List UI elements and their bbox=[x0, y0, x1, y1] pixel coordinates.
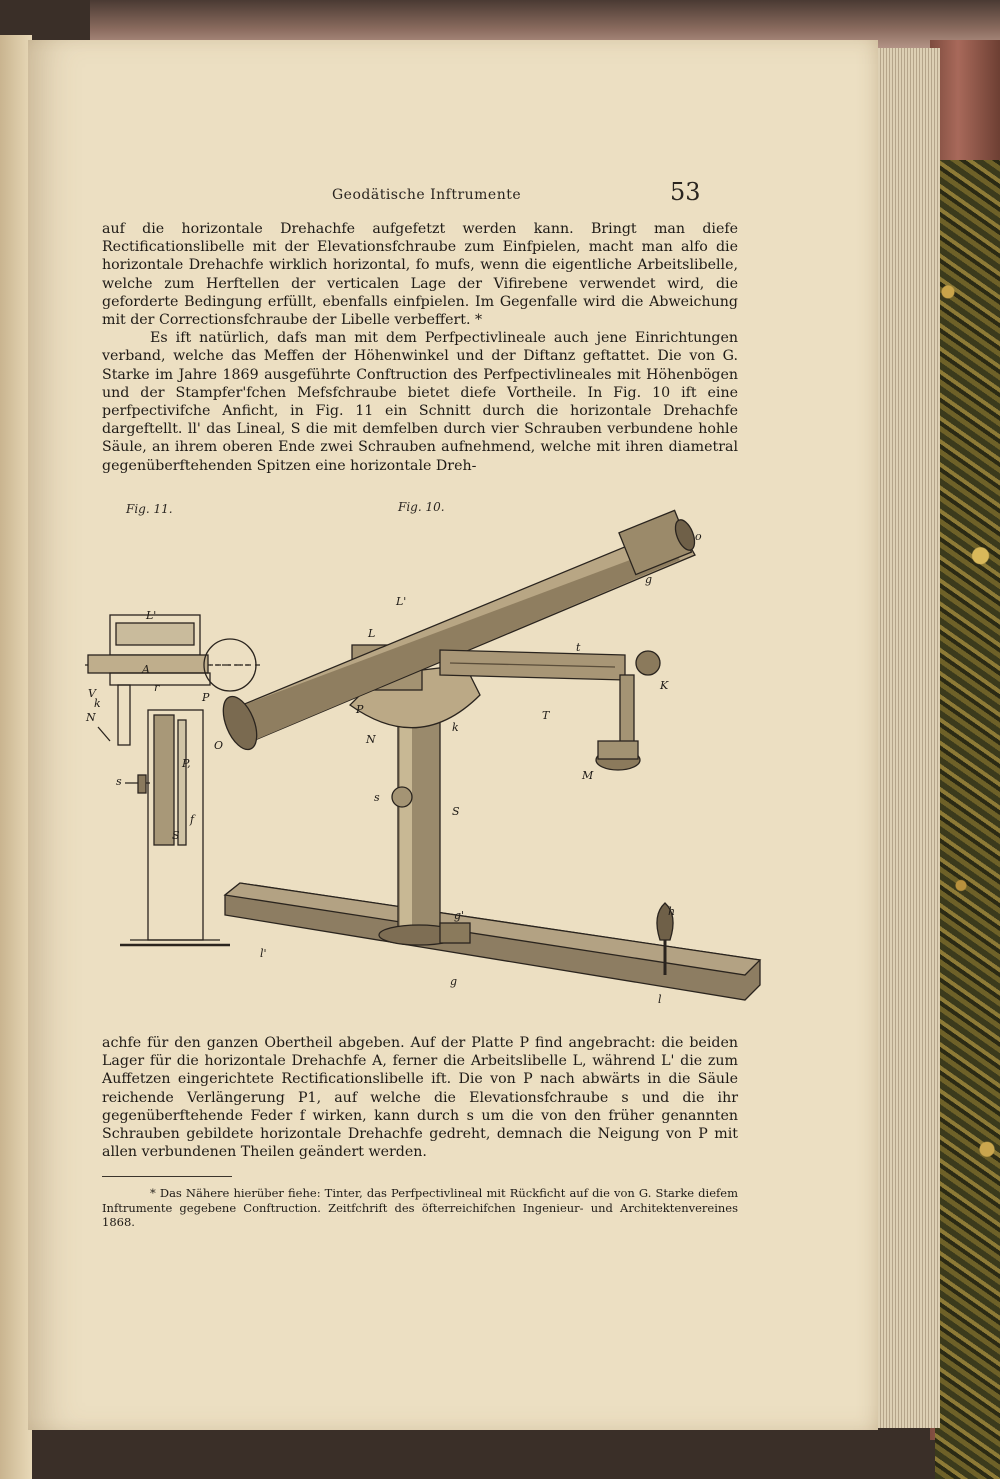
fig11-label-f: f bbox=[190, 813, 195, 826]
fig11-label-V: V bbox=[88, 687, 96, 700]
fig11-label-s: s bbox=[116, 775, 122, 788]
fig10-label-K: K bbox=[660, 679, 669, 692]
footnote-text: * Das Nähere hierüber fiehe: Tinter, das Perfpectivlineal mit Rückficht auf die von G. Starke diefem Inftrumente gegebene Conftruction. Zeitfchrift des öfterreichifchen Ingenieur- und Architektenvereines 1868. bbox=[102, 1186, 738, 1229]
paragraph-2: Es ift natürlich, dafs man mit dem Perfpectivlineale auch jene Einrichtungen verband, welche das Meffen der Höhenwinkel und der Diftanz geftattet. Die von G. Starke im Jahre 1869 ausgeführte Conftruction des Perfpectivlineales mit Höhenbögen und der Stampfer'fchen Mefsfchraube bietet diefe Vortheile. In Fig. 10 ift eine perfpectivifche Anficht, in Fig. 11 ein Schnitt durch die horizontale Drehachfe dargeftellt. ll' das Lineal, S die mit demfelben durch vier Schrauben verbundene hohle Säule, an ihrem oberen Ende zwei Schrauben aufnehmend, welche mit ihren diametral gegenüberftehenden Spitzen eine horizontale Dreh- bbox=[102, 330, 738, 474]
fig10-label-l: l bbox=[658, 993, 662, 1006]
footnote bbox=[102, 1186, 738, 1230]
fig11-label-P1: P, bbox=[182, 757, 191, 770]
fig11-label-P: P bbox=[202, 691, 210, 704]
fig11-label-k: k bbox=[94, 697, 101, 710]
fig11-label-A: A bbox=[142, 663, 150, 676]
body-paragraphs-top bbox=[102, 220, 738, 475]
fig10-label-g: g bbox=[645, 573, 653, 586]
fig10-label-g-prime: g' bbox=[454, 909, 465, 922]
figure-10-instrument bbox=[217, 510, 760, 1000]
fig10-label-L: L bbox=[368, 627, 376, 640]
paragraph-1: auf die horizontale Drehachfe aufgefetzt werden kann. Bringt man diefe Rectificationslibelle mit der Elevationsfchraube zum Einfpielen, macht man alfo die horizontale Drehachfe wirklich horizontal, fo mufs, wenn die eigentliche Arbeitslibelle, welche zum Herftellen der verticalen Lage der Vifirebene verwendet wird, die geforderte Bedingung erfüllt, ebenfalls einfpielen. Im Gegenfalle wird die Abweichung mit der Correctionsfchraube der Libelle verbeffert. * bbox=[102, 221, 738, 329]
fig11-label-L-prime: L' bbox=[146, 609, 157, 622]
fig10-label-o-upper: o bbox=[695, 530, 702, 543]
marbled-endpaper bbox=[935, 160, 1000, 1479]
fig10-label-P: P bbox=[356, 703, 364, 716]
fig11-label-N: N bbox=[86, 711, 96, 724]
body-paragraph-bottom bbox=[102, 1034, 738, 1161]
fig10-label-T: T bbox=[542, 709, 550, 722]
fig11-label-r: r bbox=[154, 681, 160, 694]
fig10-label-S: S bbox=[452, 805, 460, 818]
footnote-divider bbox=[102, 1176, 232, 1177]
paragraph-3: achfe für den ganzen Obertheil abgeben. Auf der Platte P find angebracht: die beiden Lager für die horizontale Drehachfe A, ferner die Arbeitslibelle L, während L' die zum Auffetzen eingerichtete Rectificationslibelle ift. Die von P nach abwärts in die Säule reichende Verlängerung P1, auf welche die Elevationsfchraube s und die ihr gegenüberftehende Feder f wirken, kann durch s um die von den früher genannten Schrauben gebildete horizontale Drehachfe gedreht, demnach die Neigung von P mit allen verbundenen Theilen geändert werden. bbox=[102, 1035, 738, 1161]
fig10-label-g-lower: g bbox=[450, 975, 458, 988]
fig10-label-s: s bbox=[374, 791, 380, 804]
fig10-label-L-prime: L' bbox=[396, 595, 407, 608]
instrument-illustration bbox=[80, 505, 770, 1025]
fig10-label-k: k bbox=[452, 721, 459, 734]
fig11-label-S: S bbox=[172, 829, 180, 842]
fig10-label-t: t bbox=[576, 641, 581, 654]
page-number: 53 bbox=[670, 178, 701, 206]
fig10-label-l-prime: l' bbox=[260, 947, 267, 960]
fig10-label-O: O bbox=[214, 739, 224, 752]
figure-11-caption: Fig. 11. bbox=[126, 502, 173, 516]
fig10-label-h: h bbox=[668, 905, 676, 918]
fig10-label-M: M bbox=[582, 769, 594, 782]
figure-10-caption: Fig. 10. bbox=[398, 500, 445, 514]
fig10-label-N: N bbox=[366, 733, 376, 746]
running-head: Geodätische Inftrumente bbox=[332, 187, 522, 203]
